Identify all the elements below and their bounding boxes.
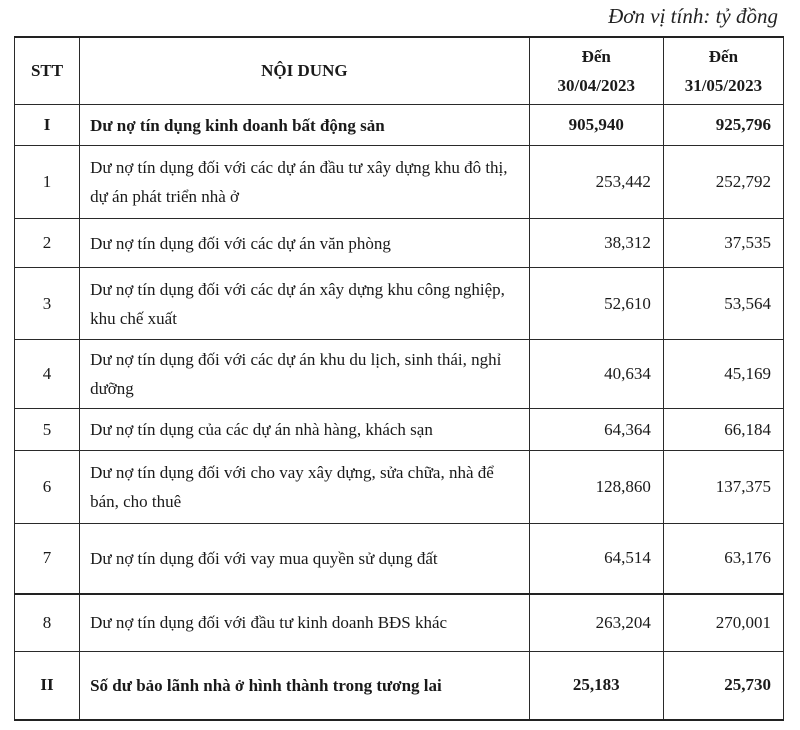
row-stt: 4 (15, 340, 80, 409)
row-content: Dư nợ tín dụng kinh doanh bất động sản (80, 105, 530, 146)
row-stt: 6 (15, 451, 80, 524)
header-date-1 (529, 37, 663, 105)
row-content: Dư nợ tín dụng đối với vay mua quyền sử dụng đất (80, 524, 530, 594)
row-value-1: 905,940 (529, 105, 663, 146)
row-content: Dư nợ tín dụng đối với đầu tư kinh doanh BĐS khác (80, 594, 530, 652)
table-row-section-i (15, 105, 784, 146)
header-date-1-value: 30/04/2023 (557, 76, 635, 95)
row-value-1: 253,442 (529, 146, 663, 219)
row-stt: 2 (15, 219, 80, 268)
row-content: Dư nợ tín dụng đối với các dự án xây dựng khu công nghiệp, khu chế xuất (80, 268, 530, 340)
header-date-1-label: Đến (581, 47, 611, 66)
row-value-2: 925,796 (663, 105, 783, 146)
row-value-2: 137,375 (663, 451, 783, 524)
table-row (15, 451, 784, 524)
table-row (15, 219, 784, 268)
row-content: Dư nợ tín dụng đối với cho vay xây dựng, sửa chữa, nhà để bán, cho thuê (80, 451, 530, 524)
row-value-2: 25,730 (663, 652, 783, 720)
table-row (15, 268, 784, 340)
header-stt: STT (15, 37, 80, 105)
row-value-2: 270,001 (663, 594, 783, 652)
row-stt: 1 (15, 146, 80, 219)
row-stt: 7 (15, 524, 80, 594)
row-content: Số dư bảo lãnh nhà ở hình thành trong tương lai (80, 652, 530, 720)
row-stt: 3 (15, 268, 80, 340)
table-row-section-ii (15, 652, 784, 720)
header-content: NỘI DUNG (80, 37, 530, 105)
row-value-1: 263,204 (529, 594, 663, 652)
credit-table (14, 36, 784, 721)
table-row (15, 409, 784, 451)
row-value-2: 66,184 (663, 409, 783, 451)
row-value-1: 64,364 (529, 409, 663, 451)
header-date-2-label: Đến (708, 47, 739, 66)
row-value-1: 128,860 (529, 451, 663, 524)
row-value-2: 63,176 (663, 524, 783, 594)
row-stt: I (15, 105, 80, 146)
row-value-1: 40,634 (529, 340, 663, 409)
row-value-2: 252,792 (663, 146, 783, 219)
row-content: Dư nợ tín dụng của các dự án nhà hàng, khách sạn (80, 409, 530, 451)
row-value-2: 37,535 (663, 219, 783, 268)
header-date-2-value: 31/05/2023 (684, 76, 763, 95)
row-value-1: 38,312 (529, 219, 663, 268)
row-stt: 8 (15, 594, 80, 652)
row-value-2: 45,169 (663, 340, 783, 409)
unit-label: Đơn vị tính: tỷ đồng (608, 4, 778, 28)
row-content: Dư nợ tín dụng đối với các dự án khu du lịch, sinh thái, nghỉ dưỡng (80, 340, 530, 409)
header-date-2 (663, 37, 783, 105)
row-value-1: 52,610 (529, 268, 663, 340)
row-content: Dư nợ tín dụng đối với các dự án văn phòng (80, 219, 530, 268)
table-row (15, 146, 784, 219)
table-row (15, 594, 784, 652)
row-stt: II (15, 652, 80, 720)
row-value-1: 64,514 (529, 524, 663, 594)
row-content: Dư nợ tín dụng đối với các dự án đầu tư xây dựng khu đô thị, dự án phát triển nhà ở (80, 146, 530, 219)
row-stt: 5 (15, 409, 80, 451)
table-row (15, 340, 784, 409)
row-value-1: 25,183 (529, 652, 663, 720)
table-row (15, 524, 784, 594)
table-header-row (15, 37, 784, 105)
row-value-2: 53,564 (663, 268, 783, 340)
